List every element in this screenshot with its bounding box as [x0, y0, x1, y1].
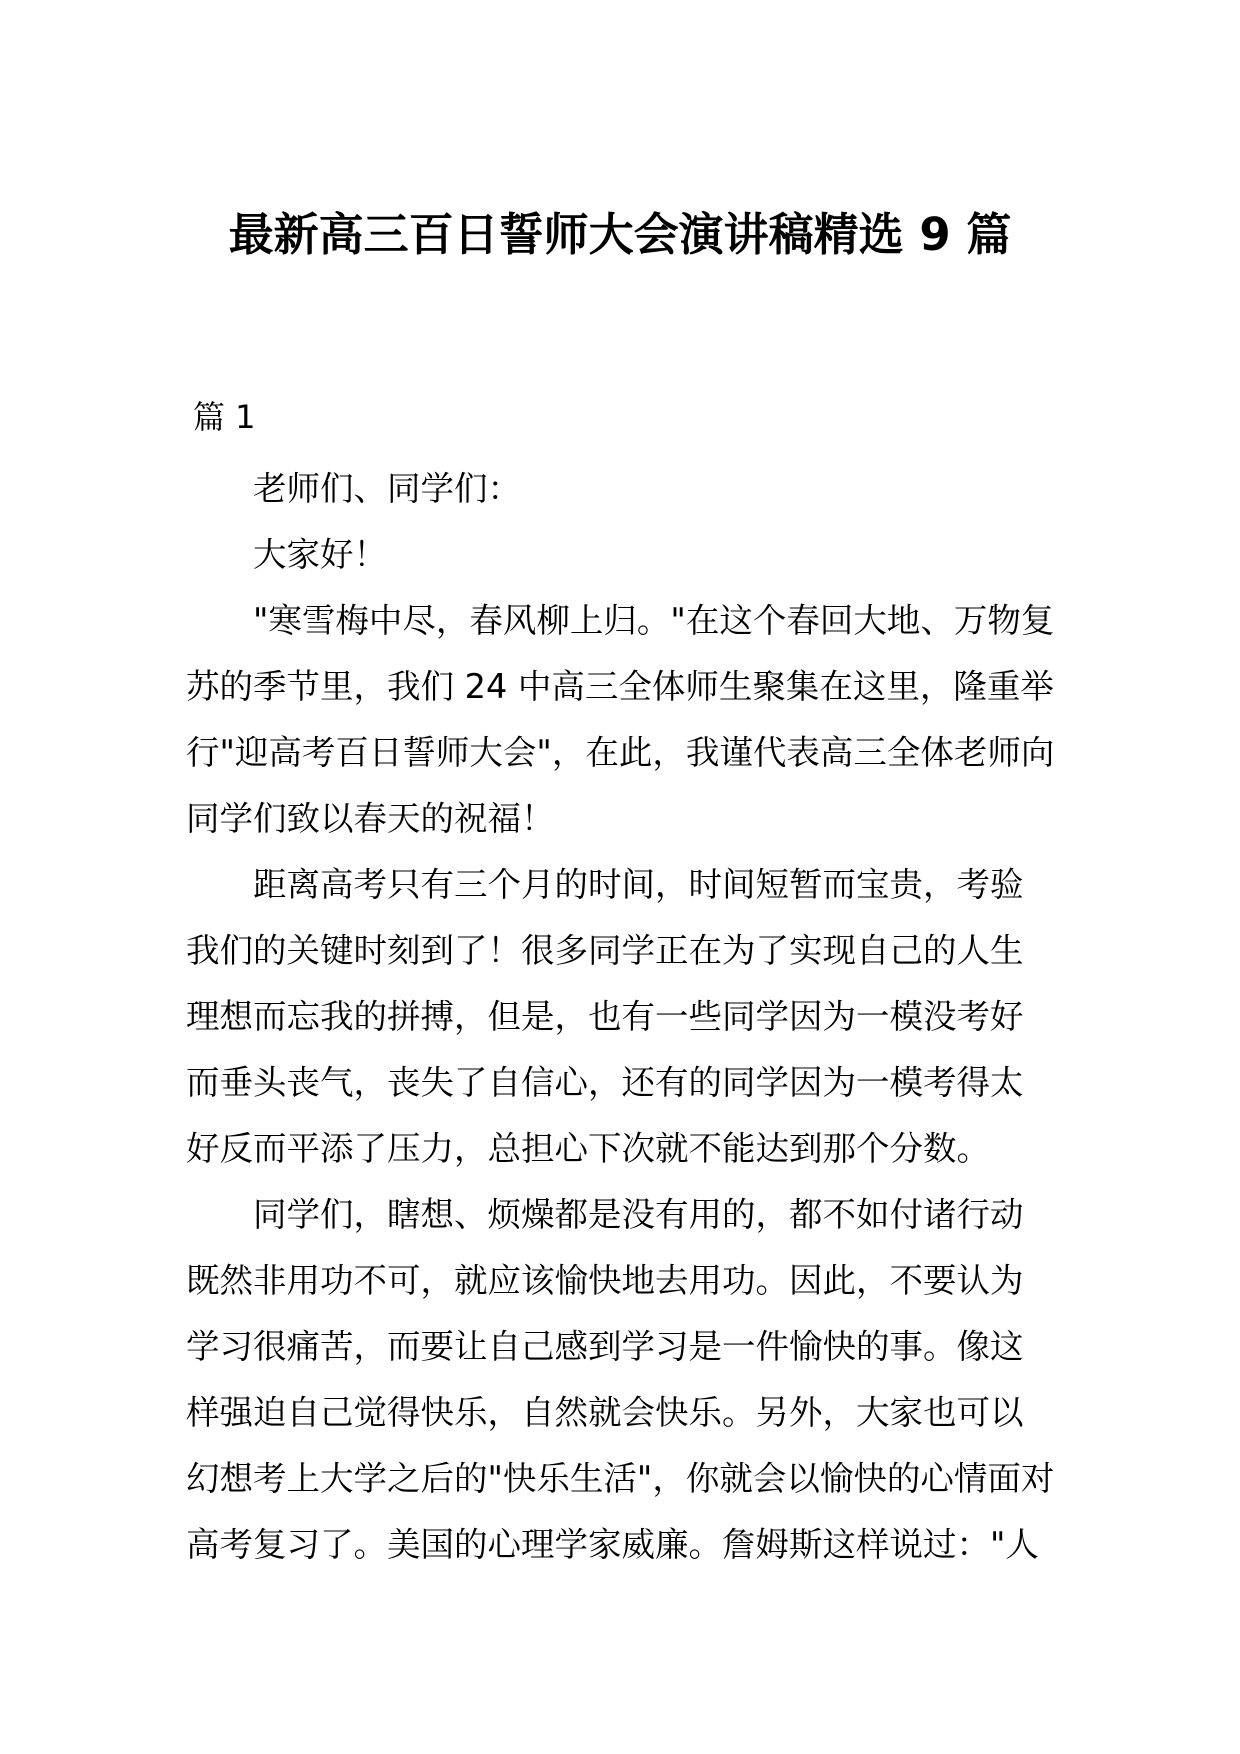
paragraph-greeting [186, 456, 1056, 522]
paragraph-line: 既然非用功不可，就应该愉快地去用功。因此，不要认为 [186, 1261, 1024, 1300]
paragraph-line: 行"迎高考百日誓师大会"，在此，我谨代表高三全体老师向 [186, 733, 1055, 772]
paragraph-line: 而垂头丧气，丧失了自信心，还有的同学因为一模考得太 [186, 1063, 1024, 1102]
paragraph-line: 我们的关键时刻到了！很多同学正在为了实现自己的人生 [186, 931, 1024, 970]
paragraph-line: 苏的季节里，我们 24 中高三全体师生聚集在这里，隆重举 [186, 667, 1054, 706]
paragraph-line: 距离高考只有三个月的时间，时间短暂而宝贵，考验 [253, 865, 1024, 904]
paragraph-line: 理想而忘我的拼搏，但是，也有一些同学因为一模没考好 [186, 997, 1024, 1036]
paragraph-line: 幻想考上大学之后的"快乐生活"，你就会以愉快的心情面对 [186, 1459, 1055, 1498]
paragraph-line: 老师们、同学们： [253, 469, 521, 508]
paragraph-line: 样强迫自己觉得快乐，自然就会快乐。另外，大家也可以 [186, 1393, 1024, 1432]
paragraph-line: 同学们，瞎想、烦燥都是没有用的，都不如付诸行动 [253, 1195, 1024, 1234]
paragraph-advice [186, 1182, 1056, 1578]
paragraph-countdown [186, 852, 1056, 1182]
body-text [186, 456, 1056, 1578]
paragraph-hello [186, 522, 1056, 588]
paragraph-line: "寒雪梅中尽，春风柳上归。"在这个春回大地、万物复 [253, 601, 1055, 640]
paragraph-line: 学习很痛苦，而要让自己感到学习是一件愉快的事。像这 [186, 1327, 1024, 1366]
paragraph-line: 好反而平添了压力，总担心下次就不能达到那个分数。 [186, 1129, 990, 1168]
paragraph-line: 同学们致以春天的祝福！ [186, 799, 555, 838]
section-label: 篇 1 [193, 398, 256, 436]
paragraph-opening [186, 588, 1056, 852]
paragraph-line: 高考复习了。美国的心理学家威廉。詹姆斯这样说过："人 [186, 1525, 1039, 1564]
document-title: 最新高三百日誓师大会演讲稿精选 9 篇 [228, 208, 1012, 261]
paragraph-line: 大家好！ [253, 535, 387, 574]
